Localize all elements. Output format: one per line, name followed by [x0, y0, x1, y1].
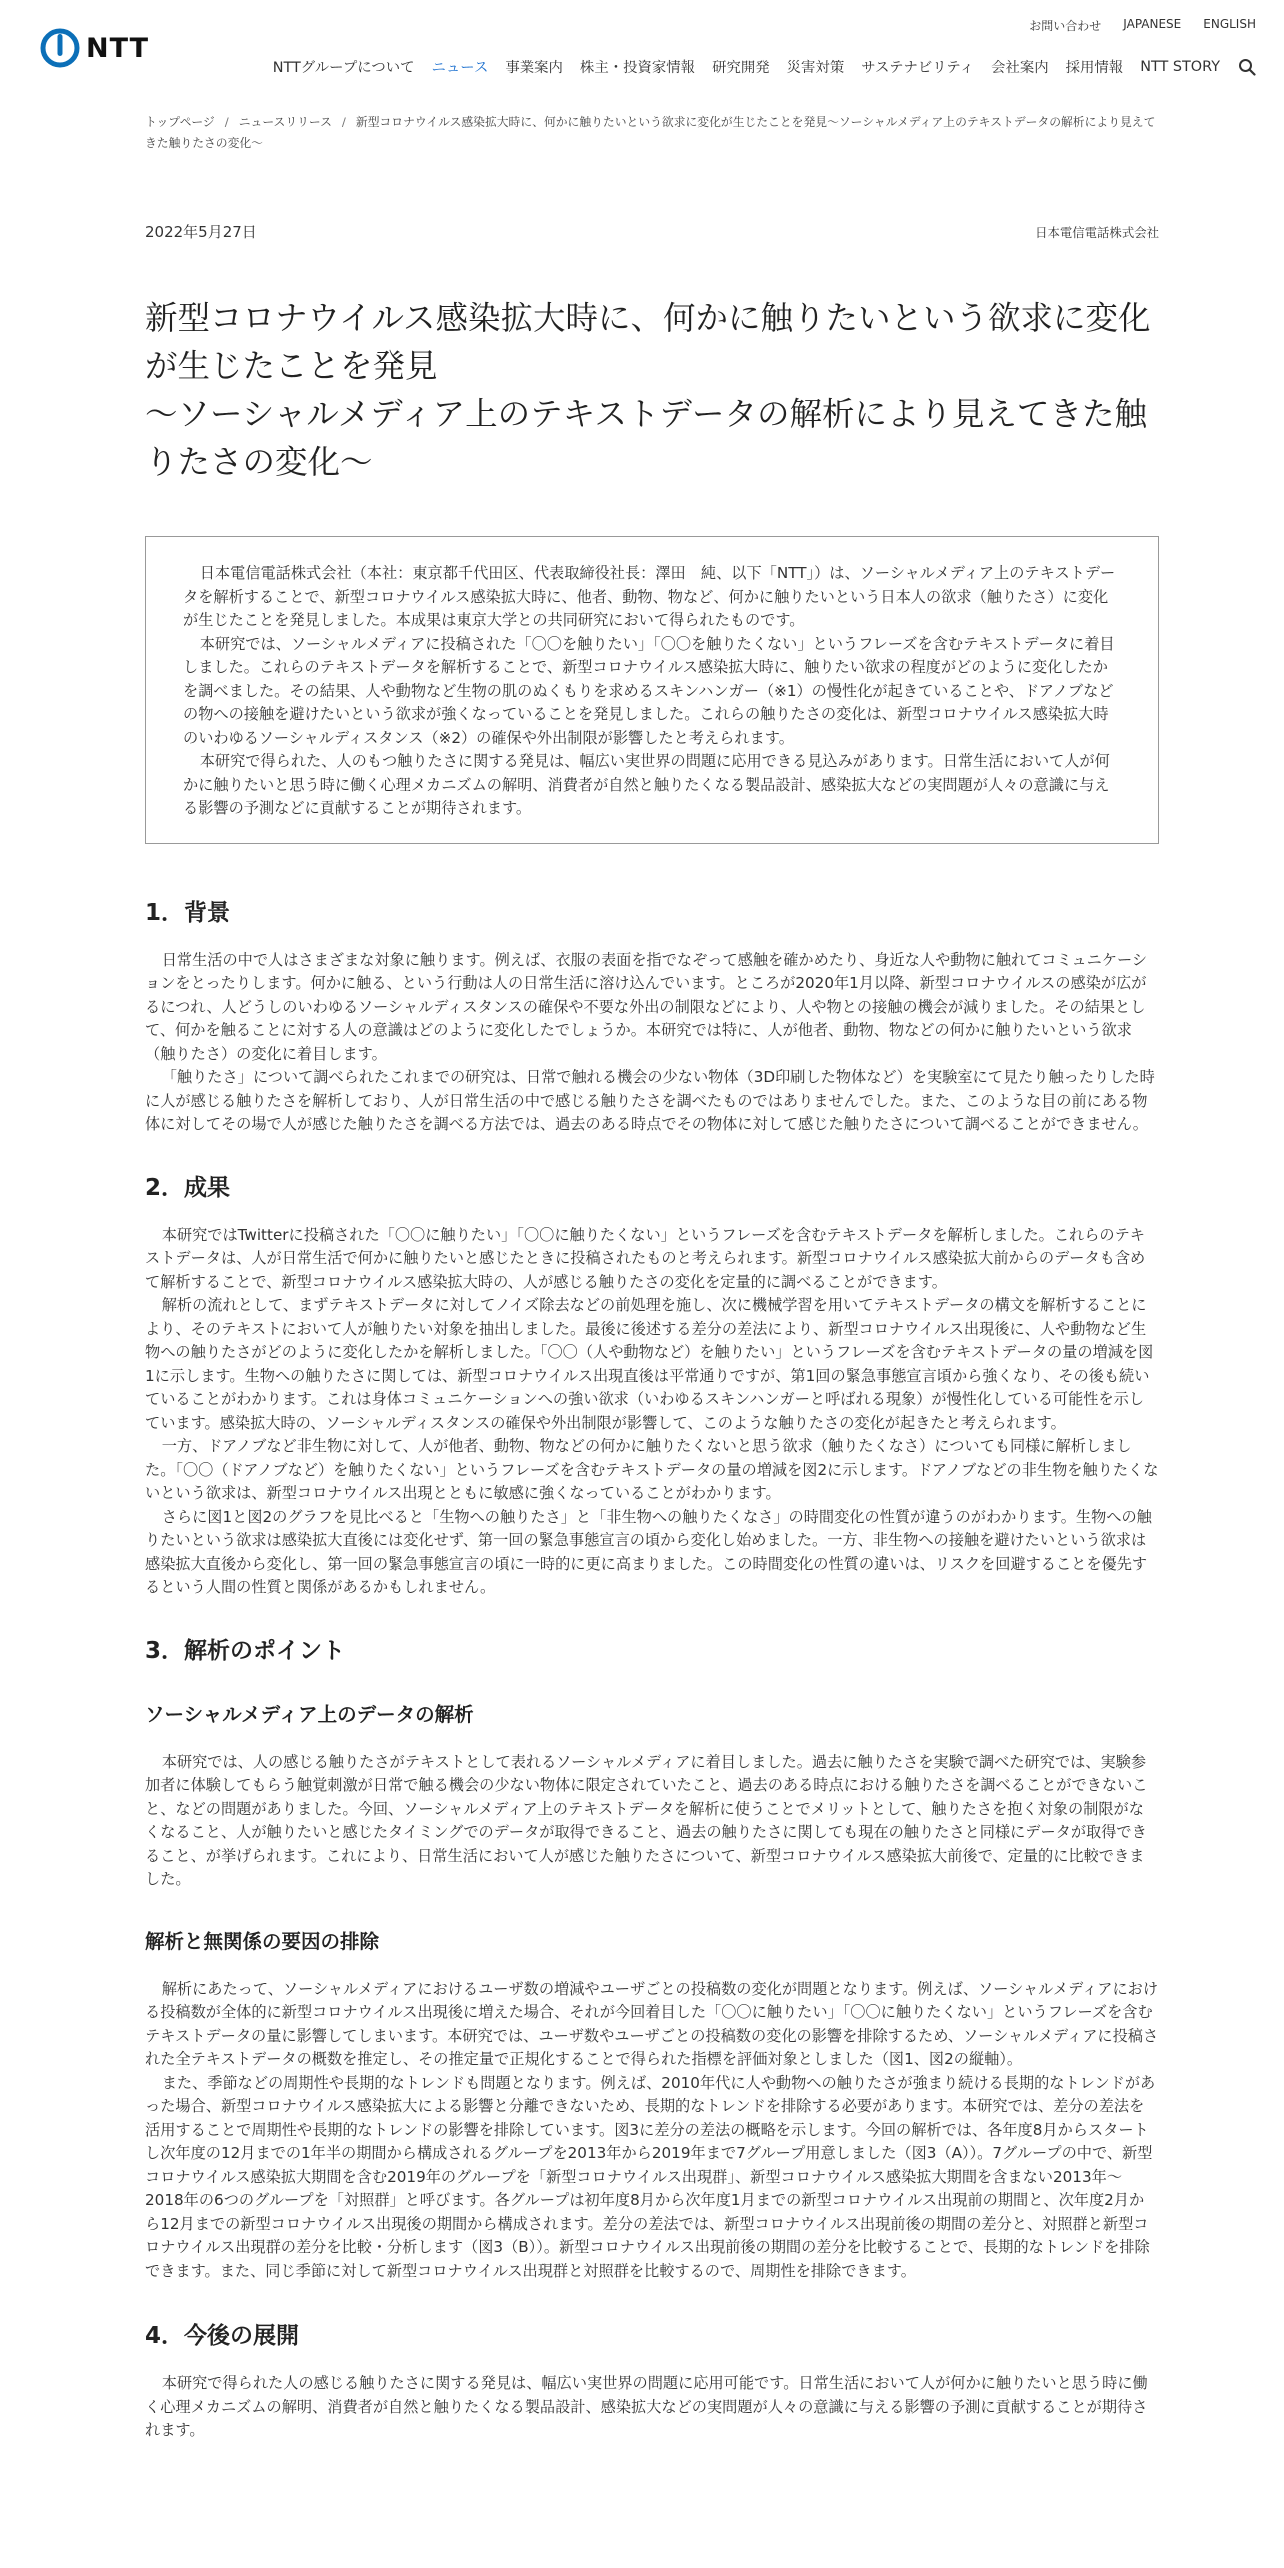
body-paragraph: 本研究で得られた人の感じる触りたさに関する発見は、幅広い実世界の問題に応用可能です。日常生活において人が何かに触りたいと思う時に働く心理メカニズムの解明、消費者が自然と触りたくなる製品設計、感染拡大などの実問題が人々の意識に与える影響の予測に貢献することが期待されます。	[145, 2374, 1148, 2439]
logo-text: NTT	[86, 32, 150, 64]
util-link-english[interactable]: ENGLISH	[1203, 17, 1256, 31]
section-future-body	[145, 2372, 1159, 2443]
summary-paragraph: 本研究では、ソーシャルメディアに投稿された「〇〇を触りたい」「〇〇を触りたくない」というフレーズを含むテキストデータに着目しました。これらのテキストデータを解析することで、新型コロナウイルス感染拡大時に、触りたい欲求の程度がどのように変化したかを調べました。その結果、人や動物など生物の肌のぬくもりを求めるスキンハンガー（※1）の慢性化が起きていることや、ドアノブなどの物への接触を避けたいという欲求が強くなっていることを発見しました。これらの触りたさの変化は、新型コロナウイルス感染拡大時のいわゆるソーシャルディスタンス（※2）の確保や外出制限が影響したと考えられます。	[183, 634, 1115, 747]
body-paragraph: 解析にあたって、ソーシャルメディアにおけるユーザ数の増減やユーザごとの投稿数の変化が問題となります。例えば、ソーシャルメディアにおける投稿数が全体的に新型コロナウイルス出現後に増えた場合、それが今回着目した「〇〇に触りたい」「〇〇に触りたくない」というフレーズを含むテキストデータの量に影響してしまいます。本研究では、ユーザ数やユーザごとの投稿数の変化の影響を排除するため、ソーシャルメディアに投稿された全テキストデータの概数を推定し、その推定量で正規化することで得られた指標を評価対象としました（図1、図2の縦軸）。	[145, 1979, 1159, 2068]
body-paragraph: さらに図1と図2のグラフを見比べると「生物への触りたさ」と「非生物への触りたくなさ」の時間変化の性質が違うのがわかります。生物への触りたいという欲求は感染拡大直後には変化せず、第一回の緊急事態宣言の頃から変化し始めました。一方、非生物への接触を避けたいという欲求は感染拡大直後から変化し、第一回の緊急事態宣言の頃に一時的に更に高まりました。この時間変化の性質の違いは、リスクを回避することを優先するという人間の性質と関係があるかもしれません。	[145, 1507, 1152, 1596]
nav-item-investors[interactable]: 株主・投資家情報	[579, 60, 696, 76]
breadcrumb-separator: /	[341, 115, 346, 129]
nav-item-careers[interactable]: 採用情報	[1065, 60, 1124, 76]
body-paragraph: 「触りたさ」について調べられたこれまでの研究は、日常で触れる機会の少ない物体（3D印刷した物体など）を実験室にて見たり触ったりした時に人が感じる触りたさを解析しており、人が日常生活の中で感じる触りたさを調べたものではありませんでした。また、このような目の前にある物体に対してその場で人が感じた触りたさを調べる方法では、過去のある時点でその物体に対して感じた触りたさについて調べることができません。	[145, 1068, 1155, 1133]
section-heading-analysis-points: 3．解析のポイント	[145, 1637, 346, 1664]
subsection-factor-exclusion-body	[145, 1978, 1159, 2284]
subheading-factor-exclusion: 解析と無関係の要因の排除	[145, 1929, 380, 1953]
section-heading-results: 2．成果	[145, 1174, 231, 1201]
ntt-logo-mark-icon	[40, 28, 80, 68]
util-link-japanese[interactable]: JAPANESE	[1123, 17, 1182, 31]
article-meta	[145, 221, 1159, 243]
summary-paragraph: 本研究で得られた、人のもつ触りたさに関する発見は、幅広い実世界の問題に応用できる見込みがあります。日常生活において人が何かに触りたいと思う時に働く心理メカニズムの解明、消費者が自然と触りたくなる製品設計、感染拡大などの実問題が人々の意識に与える影響の予測などに貢献することが期待されます。	[183, 752, 1110, 817]
section-heading-background: 1．背景	[145, 899, 231, 926]
article-content	[145, 112, 1159, 2443]
section-background-body	[145, 949, 1159, 1137]
subsection-social-media-body	[145, 1751, 1159, 1892]
section-results-body	[145, 1224, 1159, 1600]
nav-item-business[interactable]: 事業案内	[505, 60, 563, 76]
body-paragraph: 本研究では、人の感じる触りたさがテキストとして表れるソーシャルメディアに着目しました。過去に触りたさを実験で調べた研究では、実験参加者に体験してもらう触覚刺激が日常で触る機会の少ない物体に限定されていたこと、過去のある時点における触りたさを調べることができないこと、などの問題がありました。今回、ソーシャルメディア上のテキストデータを解析に使うことでメリットとして、触りたさを抱く対象の制限がなくなること、人が触りたいと感じたタイミングでのデータが取得できること、過去の触りたさに関しても現在の触りたさと同様にデータが取得できること、が挙げられます。これにより、日常生活において人が感じた触りたさについて、新型コロナウイルス感染拡大前後で、定量的に比較できました。	[145, 1752, 1148, 1888]
body-paragraph: また、季節などの周期性や長期的なトレンドも問題となります。例えば、2010年代に人や動物への触りたさが強まり続ける長期的なトレンドがあった場合、新型コロナウイルス感染拡大による影響と分離できないため、長期的なトレンドを排除する必要があります。本研究では、差分の差法を活用することで周期性や長期的なトレンドの影響を排除しています。図3に差分の差法の概略を示します。今回の解析では、各年度8月からスタートし次年度の12月までの1年半の期間から構成されるグループを2013年から2019年まで7グループ用意しました（図3（A））。7グループの中で、新型コロナウイルス感染拡大期間を含む2019年のグループを「新型コロナウイルス出現群」、新型コロナウイルス感染拡大期間を含まない2013年～2018年の6つのグループを「対照群」と呼びます。各グループは初年度8月から次年度1月までの新型コロナウイルス出現前の期間と、次年度2月から12月までの新型コロナウイルス出現後の期間から構成されます。差分の差法では、新型コロナウイルス出現前後の期間の差分と、対照群と新型コロナウイルス出現群の差分を比較・分析します（図3（B））。新型コロナウイルス出現前後の期間の差分を比較することで、長期的なトレンドを排除できます。また、同じ季節に対して新型コロナウイルス出現群と対照群を比較するので、周期性を排除できます。	[145, 2073, 1156, 2280]
nav-item-news[interactable]: ニュース	[431, 60, 489, 76]
title-main: 新型コロナウイルス感染拡大時に、何かに触りたいという欲求に変化が生じたことを発見	[145, 299, 1151, 385]
breadcrumb	[145, 112, 1159, 154]
nav-item-disaster[interactable]: 災害対策	[786, 60, 845, 76]
nav-item-sustainability[interactable]: サステナビリティ	[861, 60, 975, 76]
nav-item-company[interactable]: 会社案内	[991, 60, 1049, 76]
subheading-social-media-analysis: ソーシャルメディア上のデータの解析	[145, 1702, 474, 1726]
nav-item-ntt-story[interactable]: NTT STORY	[1140, 58, 1220, 75]
body-paragraph: 本研究ではTwitterに投稿された「〇〇に触りたい」「〇〇に触りたくない」というフレーズを含むテキストデータを解析しました。これらのテキストデータは、人が日常生活で何かに触りたいと感じたときに投稿されたものと考えられます。新型コロナウイルス感染拡大前からのデータも含めて解析することで、新型コロナウイルス感染拡大時の、人が感じる触りたさの変化を定量的に調べることができます。	[145, 1225, 1146, 1291]
breadcrumb-current: 新型コロナウイルス感染拡大時に、何かに触りたいという欲求に変化が生じたことを発見～ソーシャルメディア上のテキストデータの解析により見えてきた触りたさの変化～	[145, 115, 1156, 150]
site-header	[0, 0, 1284, 100]
breadcrumb-home[interactable]: トップページ	[145, 115, 215, 129]
summary-box	[145, 536, 1159, 844]
utility-nav	[1029, 17, 1256, 34]
nav-item-research[interactable]: 研究開発	[712, 60, 770, 76]
search-icon[interactable]	[1238, 58, 1256, 76]
company-name: 日本電信電話株式会社	[1035, 225, 1159, 240]
page-title	[145, 294, 1159, 486]
util-link-contact[interactable]: お問い合わせ	[1029, 19, 1102, 33]
breadcrumb-news-release[interactable]: ニュースリリース	[238, 115, 332, 129]
body-paragraph: 一方、ドアノブなど非生物に対して、人が他者、動物、物などの何かに触りたくないと思う欲求（触りたくなさ）についても同様に解析しました。「〇〇（ドアノブなど）を触りたくない」というフレーズを含むテキストデータの量の増減を図2に示します。ドアノブなどの非生物を触りたくないという欲求は、新型コロナウイルス出現とともに敏感に強くなっていることがわかります。	[145, 1437, 1159, 1502]
section-heading-future: 4．今後の展開	[145, 2323, 300, 2349]
ntt-logo[interactable]	[40, 28, 149, 68]
release-date: 2022年5月27日	[145, 223, 257, 241]
body-paragraph: 日常生活の中で人はさまざまな対象に触ります。例えば、衣服の表面を指でなぞって感触を確かめたり、身近な人や動物に触れてコミュニケーションをとったりします。何かに触る、という行動は人の日常生活に溶け込んでいます。ところが2020年1月以降、新型コロナウイルスの感染が広がるにつれ、人どうしのいわゆるソーシャルディスタンスの確保や不要な外出の制限などにより、人や物との接触の機会が減りました。その結果として、何かを触ることに対する人の意識はどのように変化したでしょうか。本研究では特に、人が他者、動物、物などの何かに触りたいという欲求（触りたさ）の変化に着目します。	[145, 950, 1148, 1063]
body-paragraph: 解析の流れとして、まずテキストデータに対してノイズ除去などの前処理を施し、次に機械学習を用いてテキストデータの構文を解析することにより、そのテキストにおいて人が触りたい対象を抽出しました。最後に後述する差分の差法により、新型コロナウイルス出現後に、人や動物など生物への触りたさがどのように変化したかを解析しました。「〇〇（人や動物など）を触りたい」というフレーズを含むテキストデータの量の増減を図1に示します。生物への触りたさに関しては、新型コロナウイルス出現直後は平常通りですが、第1回の緊急事態宣言頃から強くなり、その後も続いていることがわかります。これは身体コミュニケーションへの強い欲求（いわゆるスキンハンガーと呼ばれる現象）が慢性化している可能性を示しています。感染拡大時の、ソーシャルディスタンスの確保や外出制限が影響して、このような触りたさの変化が起きたと考えられます。	[145, 1296, 1154, 1432]
title-subtitle: ～ソーシャルメディア上のテキストデータの解析により見えてきた触りたさの変化～	[145, 395, 1147, 481]
main-nav	[273, 56, 1256, 77]
breadcrumb-separator: /	[224, 115, 229, 129]
summary-paragraph: 日本電信電話株式会社（本社：東京都千代田区、代表取締役社長：澤田 純、以下「NTT」）は、ソーシャルメディア上のテキストデータを解析することで、新型コロナウイルス感染拡大時に、他者、動物、物など、何かに触りたいという日本人の欲求（触りたさ）に変化が生じたことを発見しました。本成果は東京大学との共同研究において得られたものです。	[183, 564, 1116, 629]
nav-item-about-group[interactable]: NTTグループについて	[272, 60, 415, 76]
